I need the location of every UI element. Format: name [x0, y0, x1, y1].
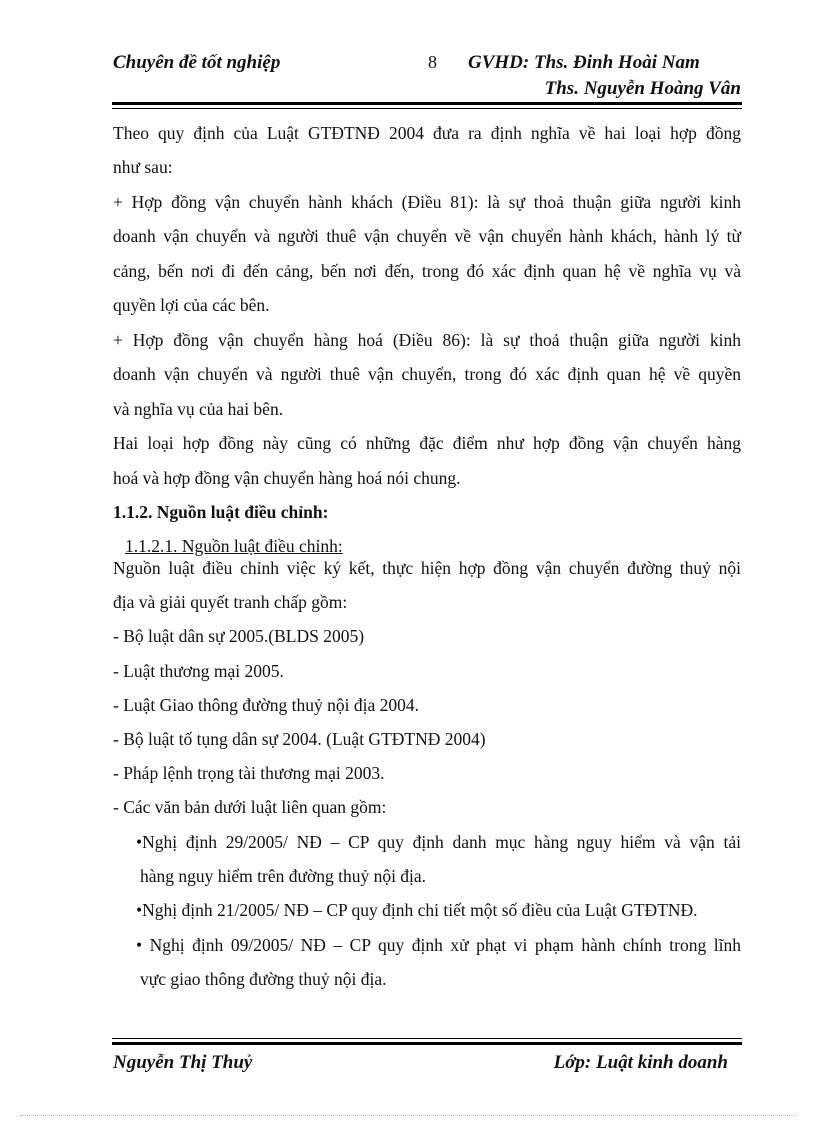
- page-edge-divider: [20, 1115, 796, 1116]
- list-item: - Các văn bản dưới luật liên quan gồm:: [113, 797, 387, 817]
- bullet-item-continuation: hàng nguy hiểm trên đường thuỷ nội địa.: [140, 866, 427, 886]
- supervisor-line-2: Ths. Nguyễn Hoàng Vân: [544, 78, 741, 99]
- bullet-item: • Nghị định 09/2005/ NĐ – CP quy định xử phạt vi phạm hành chính trong lĩnh: [136, 935, 741, 955]
- section-heading: 1.1.2. Nguồn luật điều chỉnh:: [113, 502, 329, 522]
- list-item: - Pháp lệnh trọng tài thương mại 2003.: [113, 763, 385, 783]
- list-item: - Luật thương mại 2005.: [113, 661, 284, 681]
- bullet-item-continuation: vực giao thông đường thuỷ nội địa.: [140, 969, 387, 989]
- page-number: 8: [428, 52, 437, 72]
- paragraph-line: + Hợp đồng vận chuyển hành khách (Điều 81): là sự thoả thuận giữa người kinh: [113, 192, 741, 212]
- paragraph-line: như sau:: [113, 157, 173, 177]
- paragraph-line: và nghĩa vụ của hai bên.: [113, 399, 284, 419]
- paragraph-line: Theo quy định của Luật GTĐTNĐ 2004 đưa ra định nghĩa về hai loại hợp đồng: [113, 123, 741, 143]
- footer-rule-thick: [112, 1042, 742, 1045]
- footer-rule-thin: [112, 1038, 742, 1039]
- document-title: Chuyên đề tốt nghiệp: [113, 52, 281, 73]
- paragraph-line: hoá và hợp đồng vận chuyển hàng hoá nói chung.: [113, 468, 461, 488]
- bullet-item: •Nghị định 21/2005/ NĐ – CP quy định chi tiết một số điều của Luật GTĐTNĐ.: [136, 900, 698, 920]
- paragraph-line: Nguồn luật điều chỉnh việc ký kết, thực hiện hợp đồng vận chuyển đường thuỷ nội: [113, 558, 741, 578]
- paragraph-line: Hai loại hợp đồng này cũng có những đặc điểm như hợp đồng vận chuyển hàng: [113, 433, 741, 453]
- paragraph-line: địa và giải quyết tranh chấp gồm:: [113, 592, 348, 612]
- subsection-heading: 1.1.2.1. Nguồn luật điều chỉnh:: [125, 536, 343, 556]
- page-header: [113, 52, 743, 100]
- paragraph-line: cảng, bến nơi đi đến cảng, bến nơi đến, trong đó xác định quan hệ về nghĩa vụ và: [113, 261, 741, 281]
- paragraph-line: doanh vận chuyển và người thuê vận chuyển, trong đó xác định quan hệ về quyền: [113, 364, 741, 384]
- footer-class: Lớp: Luật kinh doanh: [553, 1052, 728, 1073]
- paragraph-line: doanh vận chuyển và người thuê vận chuyển về vận chuyển hành khách, hành lý từ: [113, 226, 741, 246]
- supervisor-line-1: GVHD: Ths. Đinh Hoài Nam: [468, 52, 700, 73]
- bullet-item: •Nghị định 29/2005/ NĐ – CP quy định danh mục hàng nguy hiểm và vận tải: [136, 832, 741, 852]
- paragraph-line: quyền lợi của các bên.: [113, 295, 270, 315]
- list-item: - Bộ luật tố tụng dân sự 2004. (Luật GTĐTNĐ 2004): [113, 729, 486, 749]
- paragraph-line: + Hợp đồng vận chuyển hàng hoá (Điều 86): là sự thoả thuận giữa người kinh: [113, 330, 741, 350]
- footer-author: Nguyễn Thị Thuỷ: [113, 1052, 253, 1073]
- list-item: - Luật Giao thông đường thuỷ nội địa 2004.: [113, 695, 419, 715]
- header-rule-thin: [112, 108, 742, 109]
- list-item: - Bộ luật dân sự 2005.(BLDS 2005): [113, 626, 365, 646]
